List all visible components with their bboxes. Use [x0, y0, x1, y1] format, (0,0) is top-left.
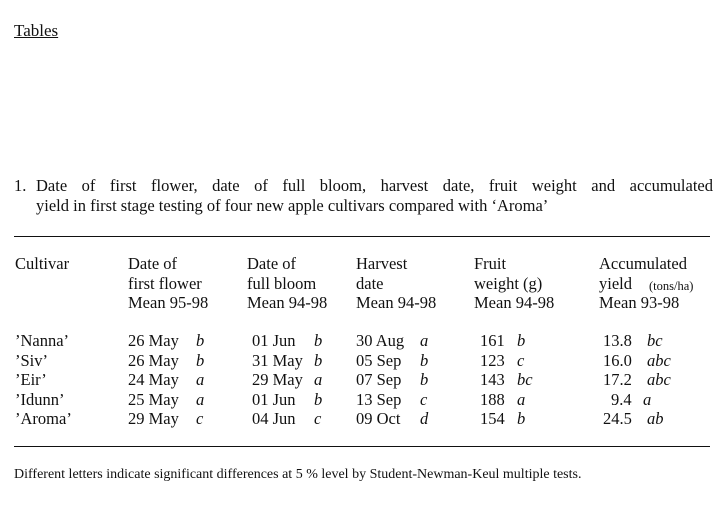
fruit-weight-cell: 123 [480, 350, 505, 370]
cultivar-cell: ’Idunn’ [15, 389, 65, 409]
harvest-sig: a [420, 331, 429, 350]
harvest-sig: c [420, 389, 428, 409]
col-first-flower-header-line-1: Date of [128, 254, 178, 273]
full-bloom-sig: b [314, 331, 323, 350]
first-flower-sig: b [196, 331, 205, 350]
harvest-sig: d [420, 409, 429, 428]
yield-cell: 13.8 [603, 331, 632, 350]
yield-sig: ab [647, 409, 664, 428]
col-full-bloom-header-line-2: full bloom [247, 273, 317, 293]
full-bloom-sig: b [314, 350, 323, 370]
full-bloom-sig: b [314, 389, 323, 409]
yield-sig: abc [647, 370, 671, 389]
harvest-cell: 09 Oct [356, 409, 401, 428]
col-cultivar-header-line-1: Cultivar [15, 254, 70, 273]
table-number: 1. [14, 176, 27, 195]
cultivar-cell: ’Aroma’ [15, 409, 72, 428]
col-full-bloom-header-line-3: Mean 94-98 [247, 293, 328, 312]
yield-sig: abc [647, 350, 671, 370]
harvest-cell: 07 Sep [356, 370, 402, 389]
col-first-flower-header-line-2: first flower [128, 273, 202, 293]
fruit-weight-cell: 143 [480, 370, 505, 389]
col-yield-header-line-3: Mean 93-98 [599, 293, 680, 312]
first-flower-cell: 26 May [128, 350, 179, 370]
cultivar-cell: ’Eir’ [15, 370, 47, 389]
first-flower-sig: b [196, 350, 205, 370]
first-flower-cell: 25 May [128, 389, 179, 409]
cultivar-cell: ’Nanna’ [15, 331, 70, 350]
page-heading: Tables [14, 21, 59, 40]
yield-unit-label: (tons/ha) [649, 278, 694, 293]
full-bloom-cell: 01 Jun [252, 389, 296, 409]
fruit-weight-sig: bc [517, 370, 533, 389]
bottom-rule [14, 446, 710, 447]
col-full-bloom-header-line-1: Date of [247, 254, 297, 273]
full-bloom-cell: 04 Jun [252, 409, 296, 428]
yield-cell: 24.5 [603, 409, 632, 428]
yield-cell: 17.2 [603, 370, 632, 389]
col-fruit-weight-header-line-3: Mean 94-98 [474, 293, 555, 312]
col-fruit-weight-header-line-2: weight (g) [474, 273, 543, 293]
fruit-weight-sig: c [517, 350, 525, 370]
first-flower-sig: c [196, 409, 204, 428]
harvest-cell: 30 Aug [356, 331, 405, 350]
yield-cell: 16.0 [603, 350, 632, 370]
first-flower-sig: a [196, 389, 205, 409]
caption-line-1: Date of first flower, date of full bloom, harvest date, fruit weight and accumulated [36, 176, 713, 195]
fruit-weight-sig: a [517, 389, 526, 409]
harvest-sig: b [420, 350, 429, 370]
col-yield-header-line-2: yield [599, 273, 632, 293]
full-bloom-sig: a [314, 370, 323, 389]
first-flower-sig: a [196, 370, 205, 389]
col-first-flower-header-line-3: Mean 95-98 [128, 293, 209, 312]
col-harvest-header-line-2: date [356, 273, 384, 293]
fruit-weight-sig: b [517, 331, 526, 350]
fruit-weight-sig: b [517, 409, 526, 428]
col-fruit-weight-header-line-1: Fruit [474, 254, 507, 273]
col-harvest-header-line-1: Harvest [356, 254, 408, 273]
yield-sig: a [643, 389, 652, 409]
caption-line-2: yield in first stage testing of four new apple cultivars compared with ‘Aroma’ [36, 196, 549, 215]
yield-cell: 9.4 [611, 389, 632, 409]
fruit-weight-cell: 154 [480, 409, 505, 428]
top-rule [14, 236, 710, 237]
harvest-sig: b [420, 370, 429, 389]
cultivar-cell: ’Siv’ [15, 350, 48, 370]
first-flower-cell: 26 May [128, 331, 179, 350]
fruit-weight-cell: 188 [480, 389, 505, 409]
first-flower-cell: 24 May [128, 370, 179, 389]
full-bloom-cell: 31 May [252, 350, 303, 370]
fruit-weight-cell: 161 [480, 331, 505, 350]
col-yield-header-line-1: Accumulated [599, 254, 687, 273]
harvest-cell: 05 Sep [356, 350, 402, 370]
harvest-cell: 13 Sep [356, 389, 402, 409]
table-footnote: Different letters indicate significant differences at 5 % level by Student-Newman-Keul multiple tests. [14, 467, 582, 482]
full-bloom-sig: c [314, 409, 322, 428]
full-bloom-cell: 01 Jun [252, 331, 296, 350]
full-bloom-cell: 29 May [252, 370, 303, 389]
first-flower-cell: 29 May [128, 409, 179, 428]
yield-sig: bc [647, 331, 663, 350]
col-harvest-header-line-3: Mean 94-98 [356, 293, 437, 312]
